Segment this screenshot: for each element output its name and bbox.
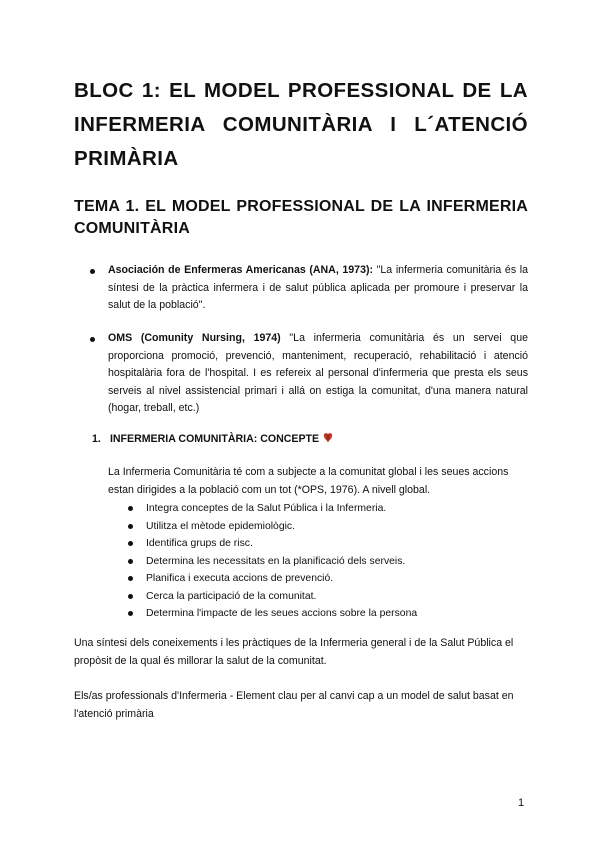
list-item-text: Integra conceptes de la Salut Pública i la Infermeria. [146,503,387,514]
bullet-dot [128,576,133,581]
bullet-dot [128,559,133,564]
definition-source: Asociación de Enfermeras Americanas (ANA, 1973): [108,264,374,276]
section-title: INFERMERIA COMUNITÀRIA: CONCEPTE [109,433,320,445]
bullet-dot [90,337,95,342]
professionals-paragraph: Els/as professionals d'Infermeria - Element clau per al canvi cap a un model de salut basat en l'atenció primària [74,690,514,720]
list-item [128,570,417,588]
list-item-text: Identifica grups de risc. [146,538,253,549]
bloc-heading: BLOC 1: EL MODEL PROFESSIONAL DE LA INFERMERIA COMUNITÀRIA I L´ATENCIÓ PRIMÀRIA [74,79,528,170]
bullet-dot [128,541,133,546]
definition-quote: "La infermeria comunitària és la síntesi de la pràctica infermera i de salut pública aplicada per promoure i preservar la salut de la població". [108,264,528,312]
tema-heading: TEMA 1. EL MODEL PROFESSIONAL DE LA INFERMERIA COMUNITÀRIA [74,198,528,237]
list-item [128,588,417,606]
section-heading [92,431,333,448]
list-item-text: Planifica i executa accions de prevenció. [146,573,334,584]
definition-source: OMS (Comunity Nursing, 1974) [108,332,281,344]
anatomical-heart-icon [323,432,333,448]
bullet-dot [90,269,95,274]
list-item-text: Determina l'impacte de les seues accions sobre la persona [146,608,418,619]
list-item [128,535,417,553]
section-number: 1. [92,433,101,445]
section-intro: La Infermeria Comunitària té com a subjecte a la comunitat global i les seues accions estan dirigides a la població com un tot (*OPS, 1976). A nivell global. [108,466,509,496]
list-item-text: Cerca la participació de la comunitat. [146,590,317,602]
list-item-text: Utilitza el mètode epidemiològic. [146,520,296,532]
page-number: 1 [518,797,525,809]
definition-quote: "La infermeria comunitària és un servei que proporciona promoció, prevenció, manteniment, recuperació, rehabilitació i atenció hospitalària fora de l'hospital. I es refereix al personal d'infermeria que presta els seus serveis al nivel assistencial primari i allá on estiga la comunitat, d'una manera natural (hogar, treball, etc.) [108,332,528,415]
summary-paragraph: Una síntesi dels coneixements i les pràctiques de la Infermeria general i de la Salut Pública el propòsit de la qual és millorar la salut de la comunitat. [74,637,514,667]
list-item [128,518,417,536]
list-item [128,605,417,623]
list-item-text: Determina les necessitats en la planificació dels serveis. [146,555,406,567]
bullet-dot [128,524,133,529]
definition-text [108,262,528,315]
list-item [128,500,417,518]
list-item [128,553,417,571]
concept-list [128,500,417,623]
bullet-dot [128,594,133,599]
definition-text [108,330,528,418]
bullet-dot [128,611,133,616]
bullet-dot [128,506,133,511]
